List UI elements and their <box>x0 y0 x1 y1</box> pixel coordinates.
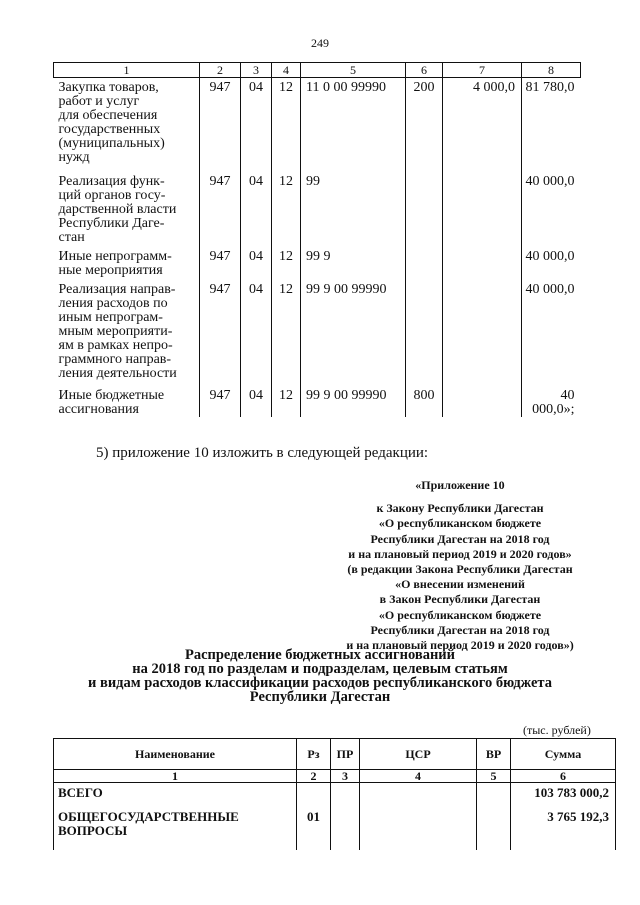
appendix-line: «О внесении изменений <box>395 577 525 592</box>
row-pr: 12 <box>272 78 301 166</box>
table1-header-row <box>54 63 581 78</box>
table2-column-numbers <box>54 770 616 783</box>
appendix-line: (в редакции Закона Республики Дагестан <box>347 562 573 577</box>
table1-header-cell: 4 <box>272 63 301 78</box>
appendix-line: в Закон Республики Дагестан <box>379 592 541 607</box>
table1-header-cell: 1 <box>54 63 200 78</box>
amendment-paragraph: 5) приложение 10 изложить в следующей редакции: <box>96 445 429 461</box>
appendix-line: «Приложение 10 <box>415 478 505 492</box>
row-code: 947 <box>200 78 241 166</box>
row-col7 <box>443 385 522 417</box>
table-row <box>54 385 581 417</box>
appendix-line: к Закону Республики Дагестан <box>376 501 544 516</box>
column-number: 6 <box>511 770 616 783</box>
table-row <box>54 78 581 166</box>
row-col7 <box>443 281 522 385</box>
table-row <box>54 165 581 245</box>
row-name: Реализация направ- ления расходов по иным непрограм- мным мероприяти- ям в рамках непро- граммного направ- ления деятельности <box>58 282 177 381</box>
row-code: 947 <box>200 165 241 245</box>
row-rz: 04 <box>241 165 272 245</box>
column-header: ВР <box>477 739 511 770</box>
row-pr: 12 <box>272 245 301 281</box>
budget-table-continued <box>53 62 581 417</box>
row-csr: 99 9 <box>301 245 406 281</box>
table1-header-cell: 6 <box>406 63 443 78</box>
units-note: (тыс. рублей) <box>523 723 591 737</box>
row-pr <box>331 805 360 850</box>
row-rz: 04 <box>241 385 272 417</box>
title-line: на 2018 год по разделам и подразделам, целевым статьям <box>132 661 508 677</box>
row-col8: 81 780,0 <box>522 78 581 166</box>
table-row <box>54 783 616 806</box>
title-line: Республики Дагестан <box>249 689 391 705</box>
row-col8: 40 000,0 <box>522 165 581 245</box>
row-rz: 01 <box>297 805 331 850</box>
appendix-line: «О республиканском бюджете <box>378 516 542 531</box>
row-col7: 4 000,0 <box>443 78 522 166</box>
table1-header-cell: 5 <box>301 63 406 78</box>
row-csr: 99 9 00 99990 <box>301 385 406 417</box>
row-code: 947 <box>200 245 241 281</box>
column-number: 2 <box>297 770 331 783</box>
column-number: 4 <box>360 770 477 783</box>
row-pr: 12 <box>272 165 301 245</box>
row-rz: 04 <box>241 281 272 385</box>
column-header: Наименование <box>54 739 297 770</box>
row-name: Иные бюджетные ассигнования <box>58 388 165 417</box>
row-col7 <box>443 245 522 281</box>
column-header: ПР <box>331 739 360 770</box>
row-vr <box>477 783 511 806</box>
row-vr <box>406 281 443 385</box>
document-title <box>0 648 640 704</box>
row-col8: 40 000,0 <box>522 245 581 281</box>
row-sum: 103 783 000,2 <box>511 783 616 806</box>
column-header: Рз <box>297 739 331 770</box>
row-csr: 11 0 00 99990 <box>301 78 406 166</box>
table1-header-cell: 7 <box>443 63 522 78</box>
appendix-line: Республики Дагестан на 2018 год <box>370 531 550 546</box>
appendix-line: и на плановый период 2019 и 2020 годов» <box>348 546 572 561</box>
row-vr: 200 <box>406 78 443 166</box>
row-pr: 12 <box>272 281 301 385</box>
title-line: Распределение бюджетных ассигнований <box>184 647 456 663</box>
appendix-heading <box>300 478 620 653</box>
appendix-line: Республики Дагестан на 2018 год <box>370 622 550 637</box>
column-header: Сумма <box>511 739 616 770</box>
row-code: 947 <box>200 385 241 417</box>
table1-header-cell: 8 <box>522 63 581 78</box>
table-row <box>54 281 581 385</box>
row-csr <box>360 805 477 850</box>
column-number: 1 <box>54 770 297 783</box>
appendix-line: и на плановый период 2019 и 2020 годов») <box>346 638 574 653</box>
row-name: Иные непрограмм- ные мероприятия <box>58 249 172 278</box>
row-code: 947 <box>200 281 241 385</box>
row-pr <box>331 783 360 806</box>
row-rz <box>297 783 331 806</box>
row-vr: 800 <box>406 385 443 417</box>
row-vr <box>406 245 443 281</box>
row-col8: 40 000,0 <box>522 281 581 385</box>
table2-header-row <box>54 739 616 770</box>
row-sum: 3 765 192,3 <box>511 805 616 850</box>
appendix-line: «О республиканском бюджете <box>378 607 542 622</box>
row-csr: 99 <box>301 165 406 245</box>
row-col8: 40 000,0»; <box>522 385 581 417</box>
row-name: Закупка товаров, работ и услуг для обеспечения государственных (муниципальных) нужд <box>58 80 165 165</box>
title-line: и видам расходов классификации расходов республиканского бюджета <box>88 675 552 691</box>
row-vr <box>477 805 511 850</box>
table1-header-cell: 3 <box>241 63 272 78</box>
row-csr: 99 9 00 99990 <box>301 281 406 385</box>
column-header: ЦСР <box>360 739 477 770</box>
row-rz: 04 <box>241 78 272 166</box>
table-row <box>54 805 616 850</box>
row-col7 <box>443 165 522 245</box>
column-number: 3 <box>331 770 360 783</box>
row-name: ОБЩЕГОСУДАРСТВЕННЫЕ ВОПРОСЫ <box>54 805 297 850</box>
page-number: 249 <box>311 36 329 50</box>
row-csr <box>360 783 477 806</box>
row-rz: 04 <box>241 245 272 281</box>
row-name: ВСЕГО <box>54 783 297 806</box>
column-number: 5 <box>477 770 511 783</box>
table-row <box>54 245 581 281</box>
budget-distribution-table <box>53 738 616 850</box>
row-vr <box>406 165 443 245</box>
row-pr: 12 <box>272 385 301 417</box>
row-name: Реализация функ- ций органов госу- дарственной власти Республики Даге- стан <box>58 174 177 245</box>
table1-header-cell: 2 <box>200 63 241 78</box>
